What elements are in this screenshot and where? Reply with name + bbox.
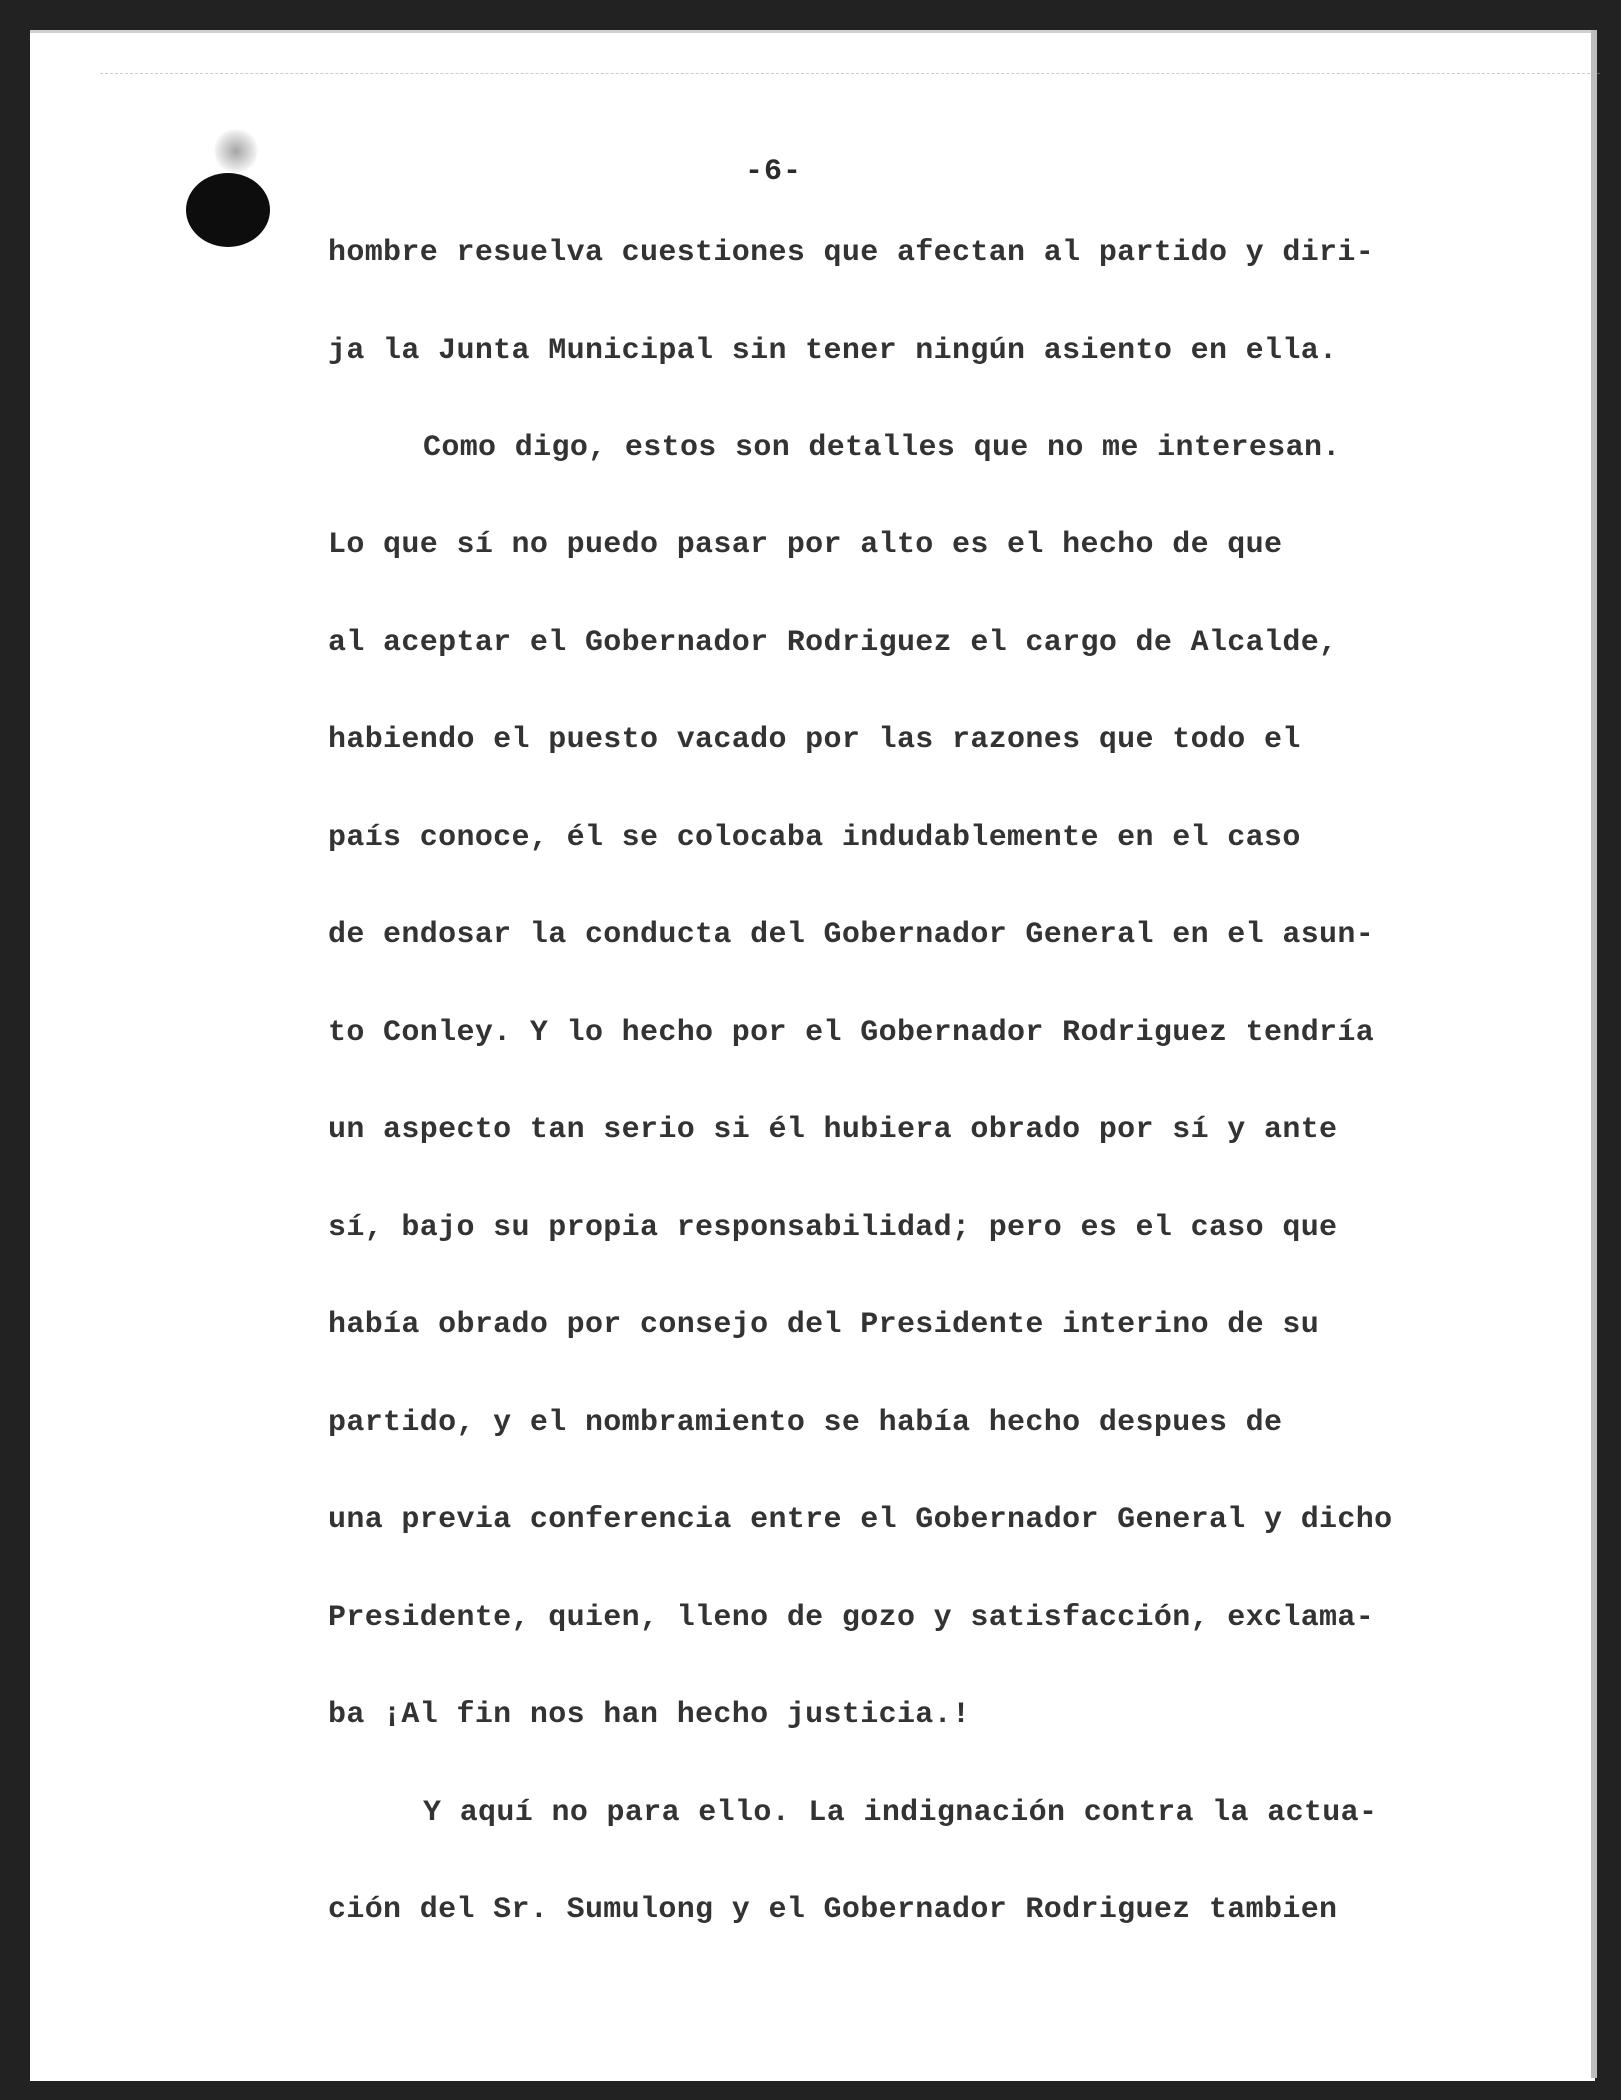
text-line-5: al aceptar el Gobernador Rodriguez el cargo de Alcalde, (328, 626, 1338, 660)
text-line-2: ja la Junta Municipal sin tener ningún asiento en ella. (328, 334, 1338, 368)
text-line-4: Lo que sí no puedo pasar por alto es el hecho de que (328, 528, 1283, 562)
text-line-11: sí, bajo su propia responsabilidad; pero es el caso que (328, 1211, 1338, 1245)
text-line-16: ba ¡Al fin nos han hecho justicia.! (328, 1698, 971, 1732)
text-line-1: hombre resuelva cuestiones que afectan al partido y diri- (328, 236, 1375, 270)
text-line-10: un aspecto tan serio si él hubiera obrado por sí y ante (328, 1113, 1338, 1147)
text-line-7: país conoce, él se colocaba indudablemente en el caso (328, 821, 1301, 855)
text-line-15: Presidente, quien, lleno de gozo y satisfacción, exclama- (328, 1601, 1375, 1635)
text-line-17: Y aquí no para ello. La indignación contra la actua- (423, 1796, 1378, 1830)
text-line-3: Como digo, estos son detalles que no me interesan. (423, 431, 1341, 465)
document-page (30, 30, 1595, 2081)
text-line-18: ción del Sr. Sumulong y el Gobernador Rodriguez tambien (328, 1893, 1338, 1927)
text-line-14: una previa conferencia entre el Gobernador General y dicho (328, 1503, 1393, 1537)
top-edge-marks (100, 65, 1600, 74)
ink-smudge (214, 129, 258, 173)
text-line-13: partido, y el nombramiento se había hecho despues de (328, 1406, 1283, 1440)
paper-edge (1591, 30, 1597, 2078)
text-line-12: había obrado por consejo del Presidente interino de su (328, 1308, 1320, 1342)
text-line-6: habiendo el puesto vacado por las razones que todo el (328, 723, 1301, 757)
punch-hole (186, 173, 270, 247)
page-number: -6- (745, 155, 803, 189)
text-line-8: de endosar la conducta del Gobernador General en el asun- (328, 918, 1375, 952)
text-line-9: to Conley. Y lo hecho por el Gobernador Rodriguez tendría (328, 1016, 1375, 1050)
